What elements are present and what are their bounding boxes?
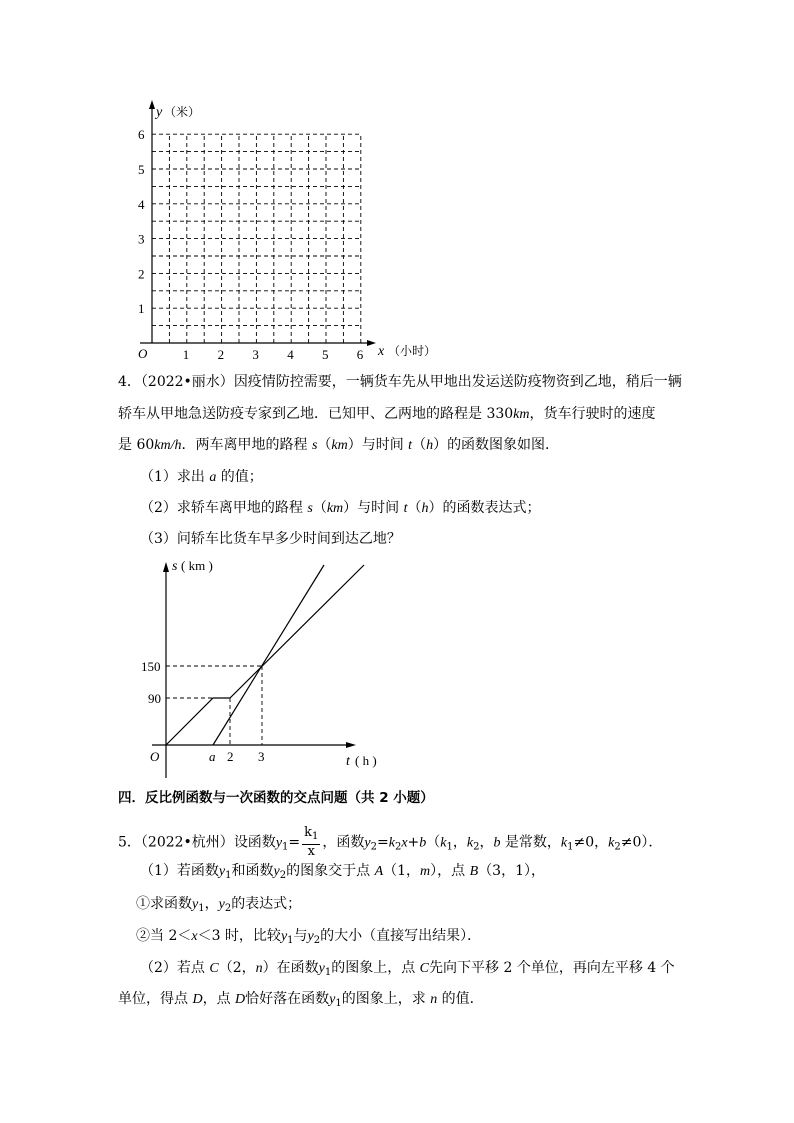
graph-origin: O <box>150 749 160 764</box>
t-axis-arrow <box>346 742 356 748</box>
q4-sub3: （3）问轿车比货车早多少时间到达乙地？ <box>140 531 401 547</box>
q4-sub1: （1）求出 a 的值； <box>140 469 263 485</box>
grid-origin: O <box>138 346 148 361</box>
grid-y-tick-label: 1 <box>138 301 145 317</box>
y-axis-arrow <box>149 100 155 109</box>
k1-over-x-fraction: $\frac{k_1}{x}$ <box>304 825 319 859</box>
q5-part1: （1）若函数$y_1$和函数$y_2$的图象交于点 A（1，m），点 B（3，1）， <box>140 863 546 881</box>
q5-line1: 5．（2022•杭州）设函数$y_1=$ $\frac{k_1}{x}$ ，函数$y_2=k_2x+b(k_1$，$k_2$，b 是常数，$k_1\ne 0$，$k_2\ne 0$）． <box>118 825 663 859</box>
grid-lines <box>152 134 361 343</box>
s-unit: ( km ) <box>181 558 213 573</box>
grid-y-tick-label: 6 <box>138 127 145 143</box>
x-tick-a: a <box>209 749 216 764</box>
x-axis-arrow <box>367 340 376 346</box>
truck-line <box>166 565 364 745</box>
grid-y-tick-label: 3 <box>138 231 145 247</box>
grid-x-unit: （小时） <box>388 344 437 358</box>
q5-source: （2022•杭州） <box>140 834 234 851</box>
q4-line3: 是 60km/h．两车离甲地的路程 s（km）与时间 t（h）的函数图象如图． <box>118 437 560 453</box>
grid-chart <box>0 0 794 370</box>
grid-x-tick-label: 4 <box>287 347 294 362</box>
y-tick-90: 90 <box>148 691 161 706</box>
grid-x-tick-label: 3 <box>252 347 259 362</box>
grid-x-tick-label: 5 <box>322 347 329 362</box>
q4-line2: 轿车从甲地急送防疫专家到乙地．已知甲、乙两地的路程是 330km，货车行驶时的速度 <box>118 406 656 422</box>
q5-circle2: ②当 2＜x＜3 时，比较$y_1$与$y_2$的大小（直接写出结果）． <box>136 928 482 946</box>
q5-part2: （2）若点 C（2，n）在函数$y_1$的图象上，点 C先向下平移 2 个单位，再向左平移 4 个 <box>140 960 675 978</box>
grid-y-tick-label: 4 <box>138 196 145 212</box>
grid-x-tick-label: 6 <box>356 347 364 362</box>
x-tick-3: 3 <box>258 749 265 764</box>
t-label: t <box>346 754 350 769</box>
s-axis-arrow <box>163 562 169 572</box>
grid-x-label: x <box>378 344 385 359</box>
q5-number: 5． <box>118 834 141 851</box>
grid-y-label: y <box>156 105 163 120</box>
grid-x-tick-label: 2 <box>217 347 225 362</box>
grid-y-unit: （米） <box>164 105 201 119</box>
s-label: s <box>172 559 178 574</box>
distance-time-graph <box>0 550 794 780</box>
grid-x-tick-label: 1 <box>182 347 190 362</box>
q5-part2-cont: 单位，得点 D，点 D恰好落在函数$y_1$的图象上，求 n 的值． <box>118 991 484 1009</box>
t-unit: ( h ) <box>355 753 377 768</box>
q4-source: （2022•丽水） <box>140 374 234 390</box>
grid-y-ticks <box>138 127 145 316</box>
grid-x-ticks <box>183 347 364 362</box>
grid-y-tick-label: 5 <box>138 162 145 177</box>
q5-circle1: ①求函数$y_1$，$y_2$的表达式； <box>136 896 302 914</box>
grid-y-tick-label: 2 <box>138 266 145 282</box>
q4-sub2: （2）求轿车离甲地的路程 s（km）与时间 t（h）的函数表达式； <box>140 500 541 516</box>
q4-line1: 4．（2022•丽水）因疫情防控需要，一辆货车先从甲地出发运送防疫物资到乙地，稍后一辆 <box>118 374 682 390</box>
car-line <box>213 565 324 745</box>
y-tick-150: 150 <box>141 659 161 674</box>
x-tick-2: 2 <box>227 749 234 764</box>
q4-number: 4． <box>118 374 141 390</box>
section4-title: 四．反比例函数与一次函数的交点问题（共 2 小题） <box>118 790 434 806</box>
